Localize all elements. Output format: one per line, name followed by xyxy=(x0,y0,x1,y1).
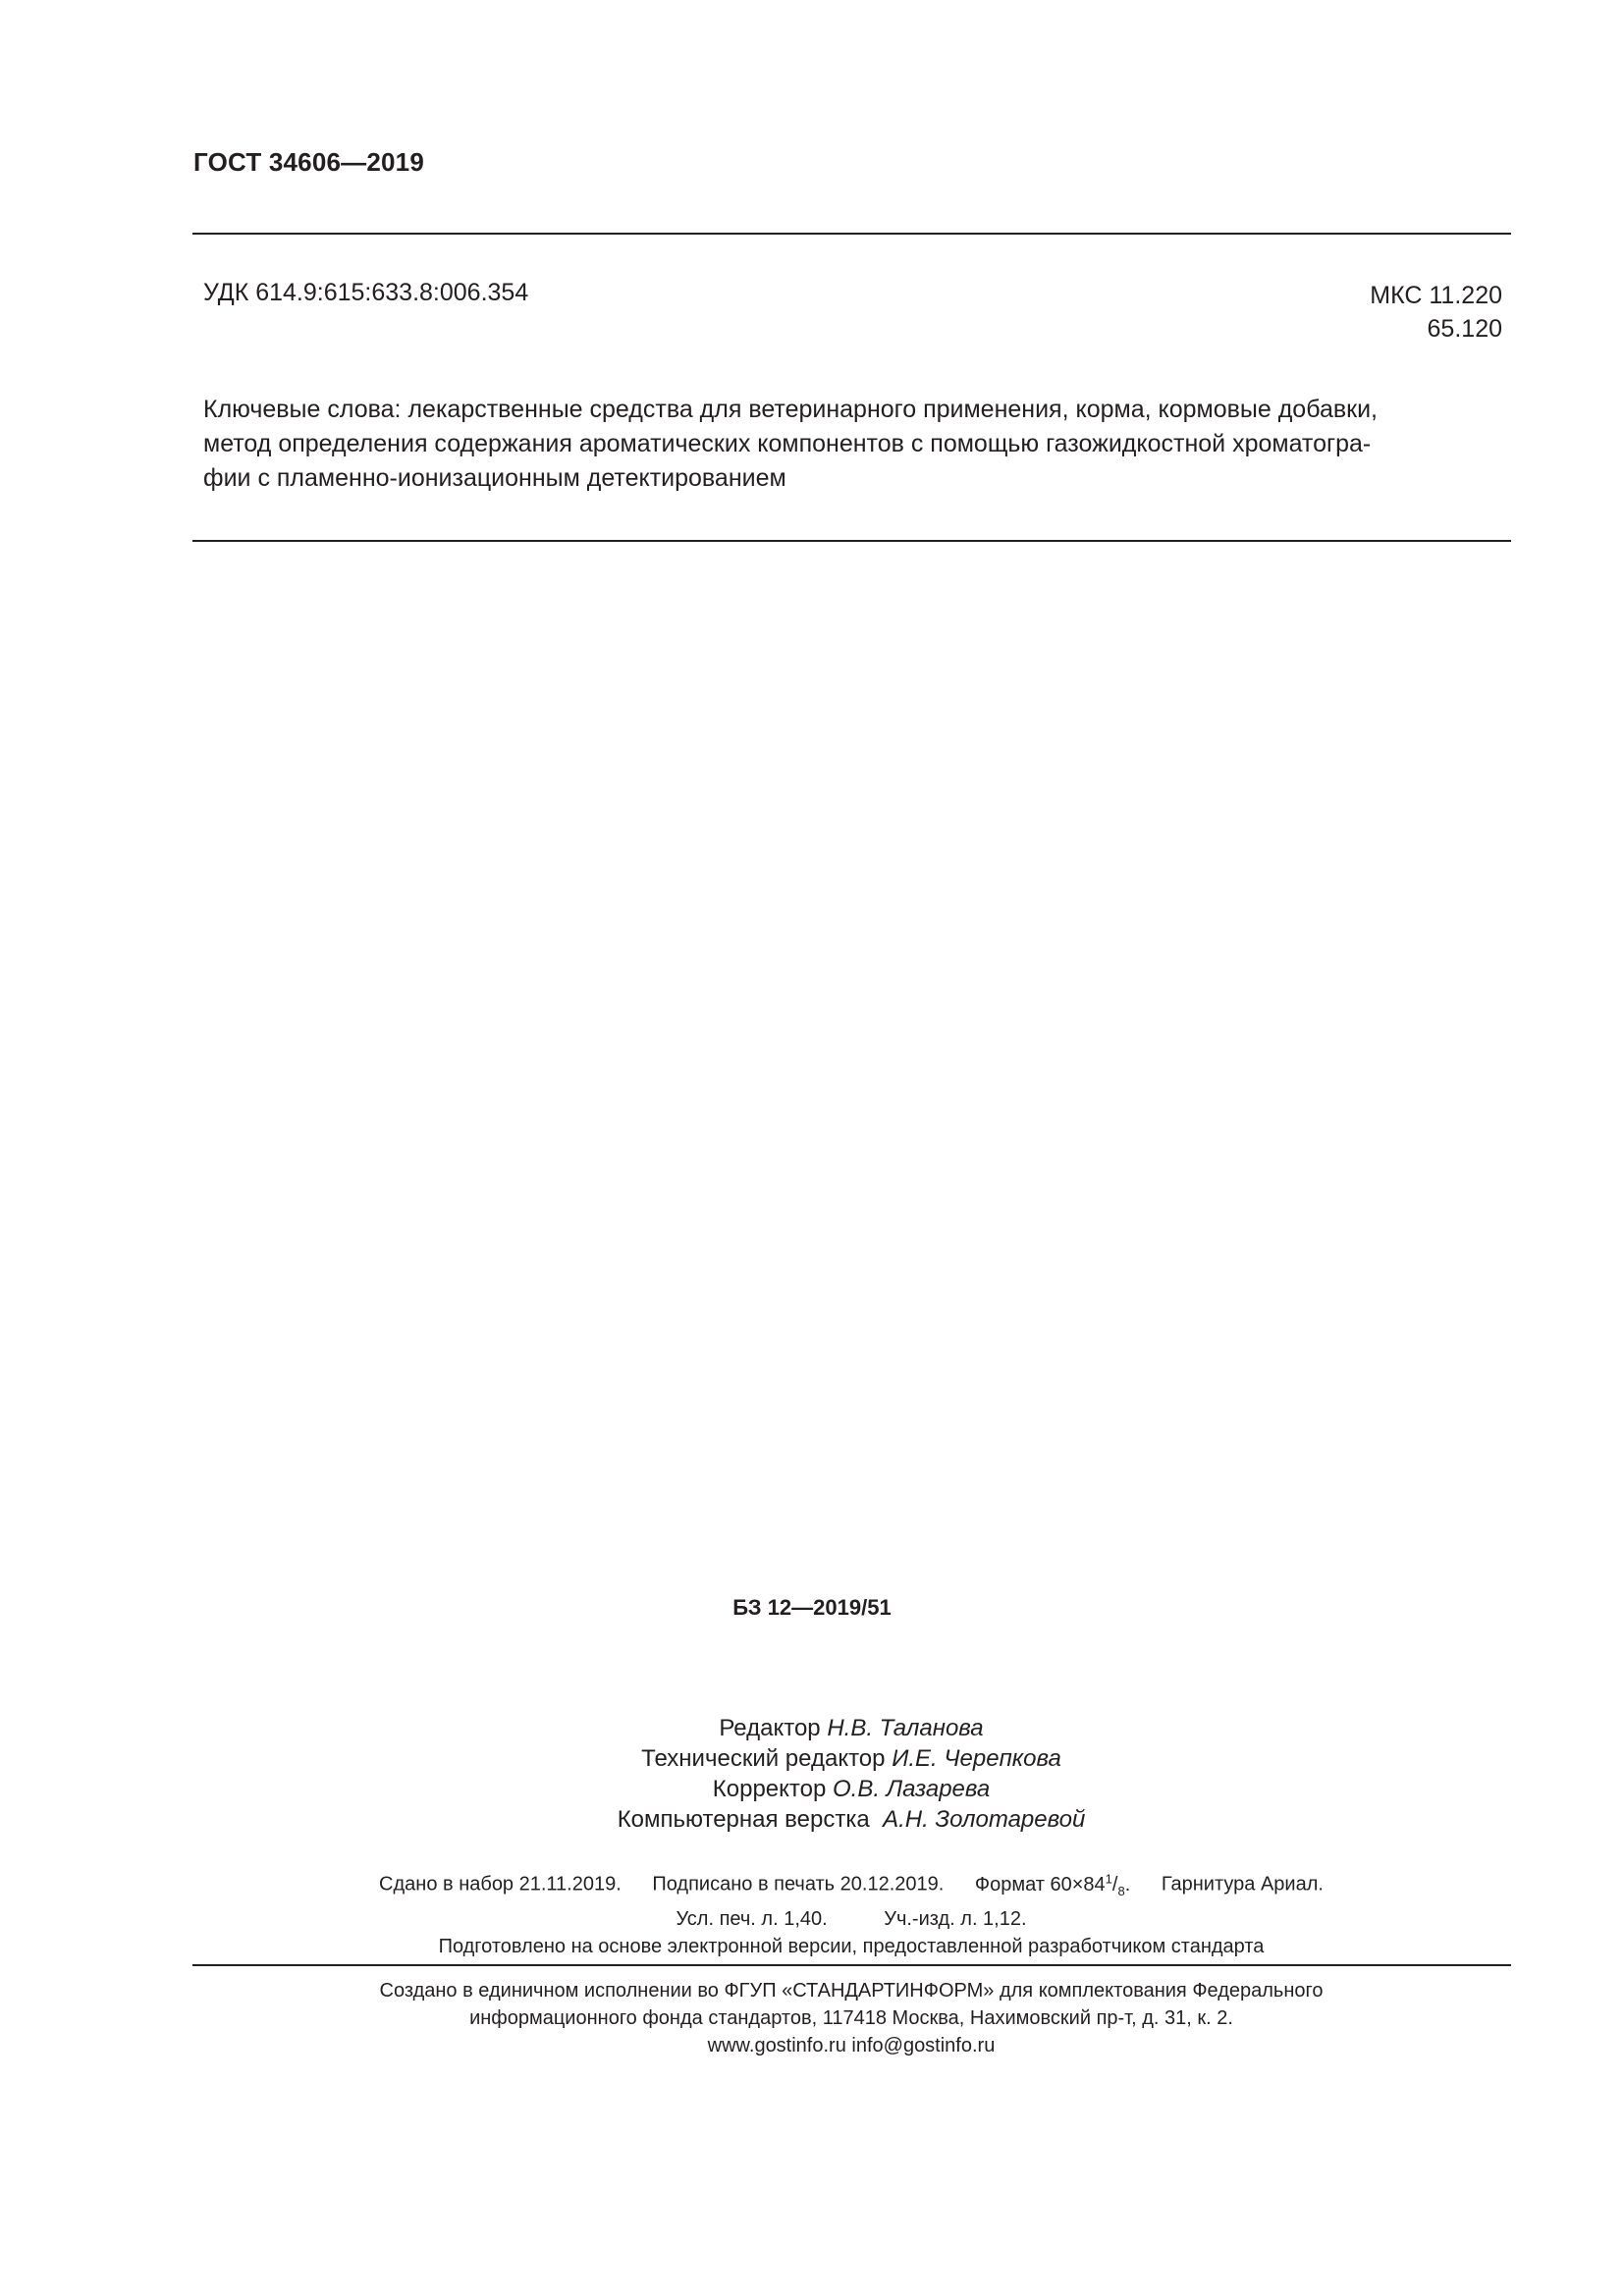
document-code: ГОСТ 34606—2019 xyxy=(193,147,424,177)
mks-line-1: МКС 11.220 xyxy=(1370,282,1502,309)
format-sep: / xyxy=(1111,1873,1118,1896)
staff-tech-editor xyxy=(0,1743,1624,1774)
staff-person: О.В. Лазарева xyxy=(833,1776,991,1802)
keywords-line-3: фии с пламенно-ионизационным детектированием xyxy=(203,464,786,492)
footer-line-1: Создано в единичном исполнении во ФГУП «СТАНДАРТИНФОРМ» для комплектования Федерального xyxy=(379,1980,1324,2002)
staff-role: Корректор xyxy=(712,1776,827,1802)
imprint-block xyxy=(0,1865,1624,1960)
imprint-prepared: Подготовлено на основе электронной версии, предоставленной разработчиком стандарта xyxy=(438,1935,1265,1957)
mks-code xyxy=(1370,279,1502,346)
imprint-line-1 xyxy=(0,1865,1624,1905)
staff-person: Н.В. Таланова xyxy=(827,1715,984,1741)
footer-block xyxy=(0,1977,1624,2059)
staff-proofreader xyxy=(0,1774,1624,1804)
staff-credits xyxy=(0,1713,1624,1835)
keywords-line-2: метод определения содержания ароматических компонентов с помощью газожидкостной хроматогра- xyxy=(203,430,1372,457)
keywords-divider xyxy=(192,540,1511,542)
top-divider xyxy=(192,233,1511,235)
staff-role: Компьютерная верстка xyxy=(617,1806,870,1833)
imprint-format xyxy=(974,1871,1131,1898)
format-prefix: Формат 60×84 xyxy=(974,1873,1106,1896)
staff-person: А.Н. Золотаревой xyxy=(883,1806,1086,1833)
keywords-paragraph xyxy=(203,393,1505,496)
format-suffix: . xyxy=(1124,1873,1131,1896)
imprint-signed: Подписано в печать 20.12.2019. xyxy=(652,1873,945,1896)
imprint-print-sheets: Усл. печ. л. 1,40. xyxy=(676,1907,828,1930)
staff-layout xyxy=(0,1804,1624,1835)
footer-line-2: информационного фонда стандартов, 117418 Москва, Нахимовский пр-т, д. 31, к. 2. xyxy=(469,2007,1233,2029)
staff-role: Редактор xyxy=(719,1715,821,1741)
staff-person: И.Е. Черепкова xyxy=(892,1745,1061,1772)
staff-editor xyxy=(0,1713,1624,1743)
keywords-line-1: Ключевые слова: лекарственные средства для ветеринарного применения, корма, кормовые добавки, xyxy=(203,396,1378,423)
footer-divider xyxy=(192,1964,1511,1966)
bz-number: БЗ 12—2019/51 xyxy=(732,1595,892,1620)
imprint-sent: Сдано в набор 21.11.2019. xyxy=(379,1873,622,1896)
format-sup: 1 xyxy=(1105,1871,1112,1886)
imprint-line-2 xyxy=(0,1905,1624,1933)
mks-line-2: 65.120 xyxy=(1427,315,1502,343)
footer-contacts xyxy=(0,2032,1624,2059)
imprint-pub-sheets: Уч.-изд. л. 1,12. xyxy=(884,1907,1027,1930)
staff-role: Технический редактор xyxy=(641,1745,886,1772)
imprint-typeface: Гарнитура Ариал. xyxy=(1161,1873,1324,1896)
format-sub: 8 xyxy=(1117,1883,1125,1898)
website-link[interactable]: www.gostinfo.ru xyxy=(707,2035,846,2056)
email-link[interactable]: info@gostinfo.ru xyxy=(851,2035,996,2056)
udk-code: УДК 614.9:615:633.8:006.354 xyxy=(203,279,529,306)
